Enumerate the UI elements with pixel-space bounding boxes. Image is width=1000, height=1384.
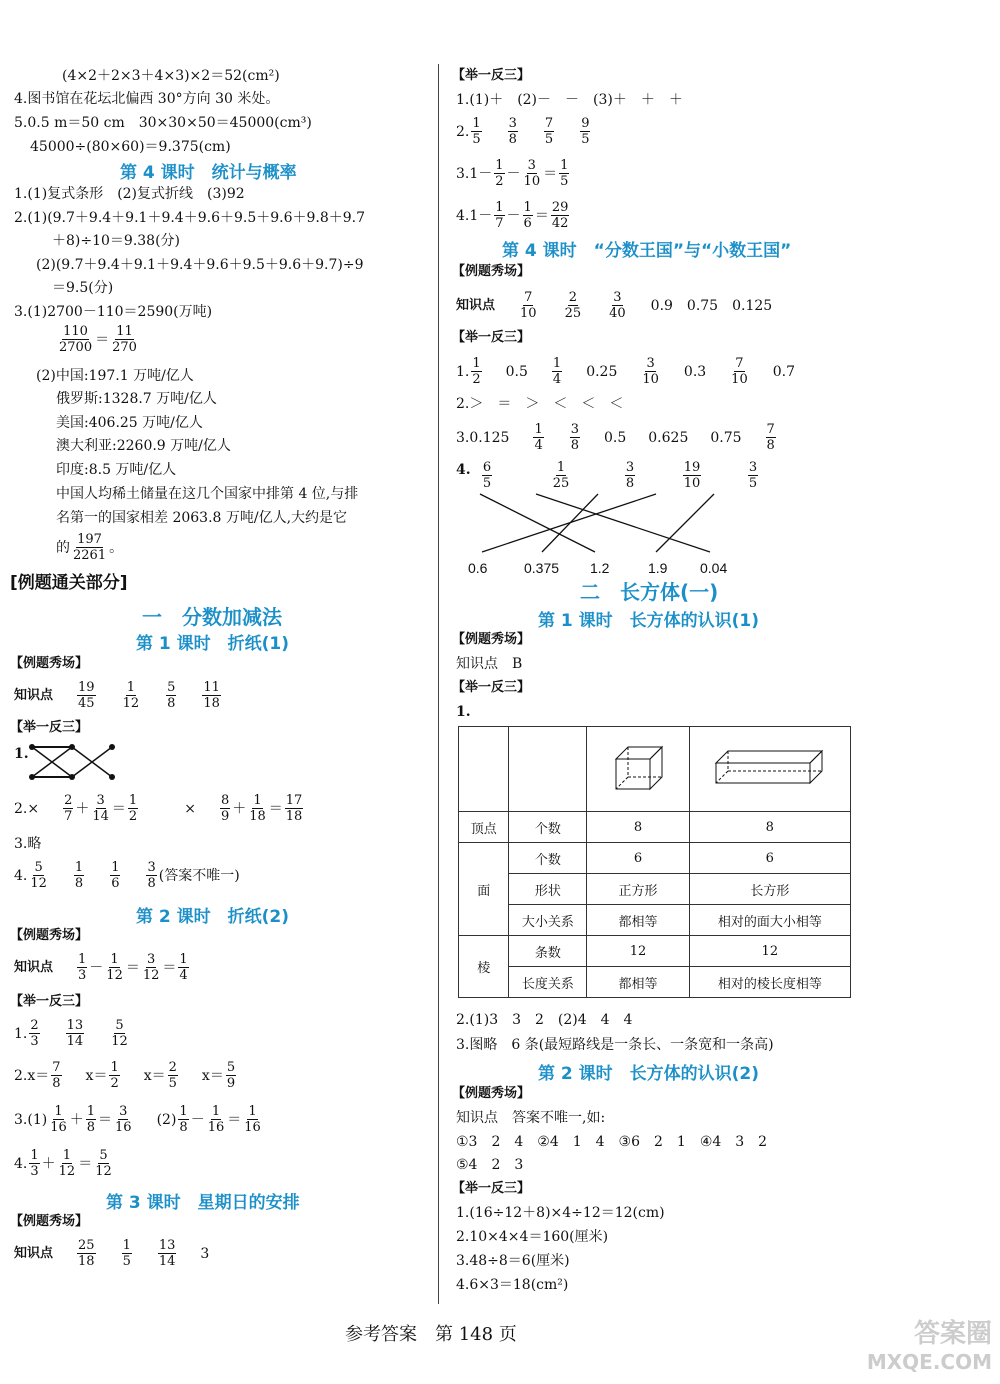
matching-bottom-label: 1.9	[648, 560, 668, 576]
answer-line: 3.(1) 1 16 ＋ 1 8 ＝ 3 16 (2) 1 8 － 1 16 ＝ 1 16	[14, 1104, 261, 1135]
tag-label: 【例题秀场】	[452, 264, 531, 279]
table-cell: 8	[689, 812, 850, 843]
table-cell: 6	[587, 843, 689, 874]
answer-line: 2.× 2 7 ＋ 3 14 ＝ 1 2 × 8 9 ＋ 1 18 ＝ 17 18	[14, 793, 303, 824]
page-footer: 参考答案 第 148 页	[345, 1324, 517, 1345]
answer-line: 1.(1)复式条形 (2)复式折线 (3)92	[14, 186, 245, 202]
section-title: [例题通关部分]	[10, 573, 128, 593]
answer-line: 1.(1)＋ (2)－ － (3)＋ ＋ ＋	[456, 92, 683, 108]
lesson-heading: 第 2 课时 折纸(2)	[136, 907, 290, 927]
answer-line: 2.(1)3 3 2 (2)4 4 4	[456, 1012, 633, 1028]
knowledge-point: 知识点 7 10 2 25 3 40 0.9 0.75 0.125	[456, 290, 773, 321]
table-cell: 个数	[509, 812, 587, 843]
matching-lines-diagram	[26, 740, 126, 784]
table-cell: 长方形	[689, 874, 850, 905]
answer-line: (2)(9.7＋9.4＋9.1＋9.4＋9.6＋9.5＋9.6＋9.7)÷9	[36, 257, 364, 273]
answer-line: 中国人均稀土储量在这几个国家中排第 4 位,与排	[56, 486, 359, 502]
answer-line: 俄罗斯:1328.7 万吨/亿人	[56, 391, 217, 407]
fraction-equation: 110 2700 ＝ 11 270	[59, 324, 137, 355]
answer-line: 5.0.5 m＝50 cm 30×30×50＝45000(cm³)	[14, 115, 312, 131]
table-cell: 条数	[509, 936, 587, 967]
answer-line: 3.图略 6 条(最短路线是一条长、一条宽和一条高)	[456, 1037, 774, 1053]
cuboid-figure	[710, 745, 830, 789]
table-cell: 6	[689, 843, 850, 874]
table-cell: 相对的面大小相等	[689, 905, 850, 936]
answer-line: 2.10×4×4＝160(厘米)	[456, 1229, 609, 1245]
matching-lines-diagram	[460, 490, 740, 558]
matching-bottom-label: 0.6	[468, 560, 488, 576]
answer-line: ＝9.5(分)	[52, 280, 114, 296]
lesson-heading: 第 1 课时 长方体的认识(1)	[538, 611, 760, 631]
table-cell: 个数	[509, 843, 587, 874]
lesson-heading: 第 3 课时 星期日的安排	[106, 1193, 300, 1213]
answer-line: 2. x＝ 7 8 x＝ 1 2 x＝ 2 5 x＝ 5 9	[14, 1060, 236, 1091]
answer-line: 3.略	[14, 836, 42, 852]
answer-line: 3.(1)2700－110＝2590(万吨)	[14, 304, 213, 320]
table-cell: 都相等	[587, 967, 689, 998]
tag-label: 【例题秀场】	[452, 1086, 531, 1101]
column-divider	[438, 64, 439, 1304]
answer-line: 美国:406.25 万吨/亿人	[56, 415, 203, 431]
knowledge-point: 知识点 B	[456, 656, 523, 672]
question-number: 1.	[14, 746, 29, 762]
table-cell: 12	[689, 936, 850, 967]
tag-label: 【举一反三】	[10, 720, 89, 735]
answer-line: (2)中国:197.1 万吨/亿人	[36, 368, 194, 384]
knowledge-point: 知识点 25 18 1 5 13 14 3	[14, 1238, 210, 1269]
table-cell: 12	[587, 936, 689, 967]
cube-figure	[608, 741, 668, 793]
tag-label: 【举一反三】	[452, 330, 531, 345]
table-cell: 相对的棱长度相等	[689, 967, 850, 998]
tag-label: 【举一反三】	[10, 994, 89, 1009]
tag-label: 【举一反三】	[452, 680, 531, 695]
answer-line: 1. 2 3 13 14 5 12	[14, 1018, 128, 1049]
table-cell: 顶点	[459, 812, 509, 843]
knowledge-point: 知识点 答案不唯一,如:	[456, 1110, 606, 1126]
question-number: 1.	[456, 704, 471, 720]
answer-line: 名第一的国家相差 2063.8 万吨/亿人,大约是它	[56, 510, 348, 526]
matching-top-row: 6 5 1 25 3 8 19 10 3 5	[482, 460, 758, 491]
tag-label: 【例题秀场】	[452, 632, 531, 647]
answer-line: 4.1－ 1 7 － 1 6 ＝ 29 42	[456, 200, 569, 231]
lesson-heading: 第 2 课时 长方体的认识(2)	[538, 1064, 760, 1084]
knowledge-point: 知识点 1 3 － 1 12 ＝ 3 12 ＝ 1 4	[14, 952, 188, 983]
answer-line: ＋8)÷10＝9.38(分)	[52, 233, 181, 249]
answer-line: 3.0.125 1 4 3 8 0.5 0.625 0.75 7 8	[456, 422, 775, 453]
matching-bottom-label: 1.2	[590, 560, 610, 576]
answer-line: 2.＞ ＝ ＞ ＜ ＜ ＜	[456, 396, 624, 412]
answer-line: 45000÷(80×60)＝9.375(cm)	[30, 139, 231, 155]
lesson-heading: 第 4 课时 统计与概率	[120, 163, 297, 183]
answer-line: 4.图书馆在花坛北偏西 30°方向 30 米处。	[14, 91, 280, 107]
answer-line: 2. 1 5 3 8 7 5 9 5	[456, 116, 590, 147]
answer-line: 3.1－ 1 2 － 3 10 ＝ 1 5	[456, 158, 569, 189]
tag-label: 【举一反三】	[452, 68, 531, 83]
answer-line: ①3 2 4 ②4 1 4 ③6 2 1 ④4 3 2	[456, 1134, 768, 1150]
watermark-logo: 答案圈 MXQE.COM	[866, 1319, 992, 1374]
answer-line: 印度:8.5 万吨/亿人	[56, 462, 177, 478]
knowledge-point: 知识点 19 45 1 12 5 8 11 18	[14, 680, 220, 711]
table-cell: 面	[459, 843, 509, 936]
answer-line: 4. 1 3 ＋ 1 12 ＝ 5 12	[14, 1148, 112, 1179]
answer-line: (4×2＋2×3＋4×3)×2＝52(cm²)	[62, 68, 280, 84]
matching-bottom-label: 0.375	[524, 560, 560, 576]
tag-label: 【举一反三】	[452, 1181, 531, 1196]
answer-line: 的 197 2261 。	[56, 532, 124, 563]
table-cell: 都相等	[587, 905, 689, 936]
cuboid-comparison-table	[458, 726, 851, 998]
table-cell: 形状	[509, 874, 587, 905]
tag-label: 【例题秀场】	[10, 928, 89, 943]
answer-line: 澳大利亚:2260.9 万吨/亿人	[56, 438, 231, 454]
answer-line: 1. 1 2 0.5 1 4 0.25 3 10 0.3 7 10 0.7	[456, 356, 795, 387]
table-cell: 长度关系	[509, 967, 587, 998]
chapter-heading: 一 分数加减法	[142, 605, 282, 629]
matching-bottom-label: 0.04	[700, 560, 728, 576]
table-cell: 大小关系	[509, 905, 587, 936]
chapter-heading: 二 长方体(一)	[580, 580, 719, 604]
question-number: 4.	[456, 462, 471, 478]
answer-line: 4.6×3＝18(cm²)	[456, 1277, 569, 1293]
table-cell: 8	[587, 812, 689, 843]
table-cell: 棱	[459, 936, 509, 998]
lesson-heading: 第 4 课时 “分数王国”与“小数王国”	[502, 241, 792, 261]
tag-label: 【例题秀场】	[10, 1214, 89, 1229]
table-cell: 正方形	[587, 874, 689, 905]
answer-line: 3.48÷8＝6(厘米)	[456, 1253, 570, 1269]
answer-line: ⑤4 2 3	[456, 1157, 524, 1173]
tag-label: 【例题秀场】	[10, 656, 89, 671]
answer-line: 4. 5 12 1 8 1 6 3 8 (答案不唯一)	[14, 860, 240, 891]
answer-line: 2.(1)(9.7＋9.4＋9.1＋9.4＋9.6＋9.5＋9.6＋9.8＋9.7	[14, 210, 366, 226]
answer-line: 1.(16÷12＋8)×4÷12＝12(cm)	[456, 1205, 665, 1221]
lesson-heading: 第 1 课时 折纸(1)	[136, 634, 290, 654]
